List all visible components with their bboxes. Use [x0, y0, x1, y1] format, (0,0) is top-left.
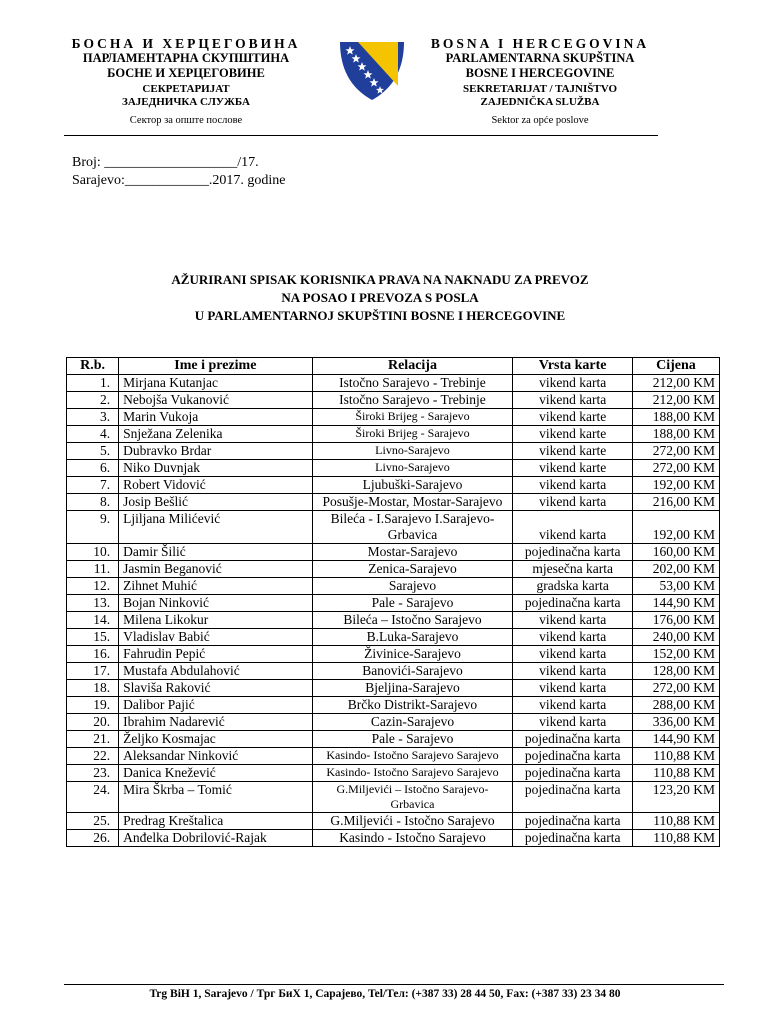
row-price: 272,00 KM: [632, 460, 719, 477]
table-row: [67, 765, 720, 782]
row-number: 11.: [67, 561, 119, 578]
row-number: 26.: [67, 830, 119, 847]
header-sector-lat: Sektor za opće poslove: [491, 115, 589, 126]
row-name: Milena Likokur: [119, 612, 312, 629]
row-ticket: vikend karta: [513, 511, 632, 544]
row-name: Damir Šilić: [119, 544, 312, 561]
row-price: 192,00 KM: [632, 477, 719, 494]
row-route: G.Miljevići - Istočno Sarajevo: [312, 813, 513, 830]
row-price: 272,00 KM: [632, 443, 719, 460]
header-cyrillic: [56, 36, 316, 128]
row-ticket: vikend karta: [513, 629, 632, 646]
header-country-lat: BOSNA I HERCEGOVINA: [430, 36, 650, 51]
row-number: 18.: [67, 680, 119, 697]
row-number: 24.: [67, 782, 119, 813]
row-number: 1.: [67, 375, 119, 392]
row-ticket: vikend karta: [513, 494, 632, 511]
row-name: Željko Kosmajac: [119, 731, 312, 748]
table-row: [67, 782, 720, 813]
row-number: 17.: [67, 663, 119, 680]
row-route: Kasindo- Istočno Sarajevo Sarajevo: [312, 748, 513, 765]
row-name: Josip Bešlić: [119, 494, 312, 511]
header-latin: [410, 36, 670, 128]
row-price: 216,00 KM: [632, 494, 719, 511]
header-secretariat-lat: SEKRETARIJAT / TAJNIŠTVO: [462, 83, 618, 95]
row-ticket: vikend karte: [513, 460, 632, 477]
col-header-name: Ime i prezime: [119, 358, 312, 375]
row-price: 188,00 KM: [632, 409, 719, 426]
row-route: Mostar-Sarajevo: [312, 544, 513, 561]
table-row: [67, 477, 720, 494]
row-route: G.Miljevići – Istočno Sarajevo-Grbavica: [312, 782, 513, 813]
col-header-no: R.b.: [67, 358, 119, 375]
table-row: [67, 830, 720, 847]
beneficiaries-table: [66, 357, 720, 847]
header-sector-cyr: Сектор за опште послове: [129, 115, 243, 126]
title-line-3: U PARLAMENTARNOJ SKUPŠTINI BOSNE I HERCEGOVINE: [194, 308, 566, 323]
table-row: [67, 409, 720, 426]
row-number: 6.: [67, 460, 119, 477]
row-price: 288,00 KM: [632, 697, 719, 714]
row-route: Bjeljina-Sarajevo: [312, 680, 513, 697]
table-row: [67, 443, 720, 460]
row-ticket: mjesečna karta: [513, 561, 632, 578]
col-header-price: Cijena: [632, 358, 719, 375]
table-body: [67, 375, 720, 847]
row-route: Istočno Sarajevo - Trebinje: [312, 392, 513, 409]
row-route: Sarajevo: [312, 578, 513, 595]
row-name: Ibrahim Nadarević: [119, 714, 312, 731]
table-row: [67, 813, 720, 830]
row-number: 3.: [67, 409, 119, 426]
row-ticket: vikend karta: [513, 646, 632, 663]
row-number: 21.: [67, 731, 119, 748]
row-name: Fahrudin Pepić: [119, 646, 312, 663]
row-route: Široki Brijeg - Sarajevo: [312, 426, 513, 443]
row-name: Dalibor Pajić: [119, 697, 312, 714]
row-price: 110,88 KM: [632, 813, 719, 830]
row-price: 188,00 KM: [632, 426, 719, 443]
table-row: [67, 629, 720, 646]
row-route: Istočno Sarajevo - Trebinje: [312, 375, 513, 392]
row-price: 202,00 KM: [632, 561, 719, 578]
row-number: 19.: [67, 697, 119, 714]
row-price: 110,88 KM: [632, 765, 719, 782]
table-row: [67, 426, 720, 443]
row-route: Kasindo- Istočno Sarajevo Sarajevo: [312, 765, 513, 782]
row-ticket: vikend karta: [513, 714, 632, 731]
row-price: 144,90 KM: [632, 595, 719, 612]
table-row: [67, 663, 720, 680]
row-number: 25.: [67, 813, 119, 830]
row-name: Dubravko Brdar: [119, 443, 312, 460]
row-route: Bileća – Istočno Sarajevo: [312, 612, 513, 629]
row-route: B.Luka-Sarajevo: [312, 629, 513, 646]
row-ticket: pojedinačna karta: [513, 595, 632, 612]
row-name: Robert Vidović: [119, 477, 312, 494]
table-row: [67, 612, 720, 629]
reference-number: Broj: ___________________/17.: [72, 155, 259, 170]
row-number: 13.: [67, 595, 119, 612]
header-parliament-cyr: ПАРЛАМЕНТАРНА СКУПШТИНА: [82, 51, 290, 65]
row-number: 20.: [67, 714, 119, 731]
row-ticket: pojedinačna karta: [513, 544, 632, 561]
table-row: [67, 544, 720, 561]
row-name: Mirjana Kutanjac: [119, 375, 312, 392]
row-number: 22.: [67, 748, 119, 765]
row-route: Posušje-Mostar, Mostar-Sarajevo: [312, 494, 513, 511]
row-ticket: vikend karta: [513, 663, 632, 680]
row-name: Bojan Ninković: [119, 595, 312, 612]
row-price: 110,88 KM: [632, 830, 719, 847]
row-name: Zihnet Muhić: [119, 578, 312, 595]
row-ticket: vikend karte: [513, 443, 632, 460]
row-number: 8.: [67, 494, 119, 511]
row-route: Brčko Distrikt-Sarajevo: [312, 697, 513, 714]
row-price: 160,00 KM: [632, 544, 719, 561]
row-route: Banovići-Sarajevo: [312, 663, 513, 680]
table-row: [67, 646, 720, 663]
table-row: [67, 494, 720, 511]
row-name: Slaviša Raković: [119, 680, 312, 697]
row-price: 272,00 KM: [632, 680, 719, 697]
row-ticket: vikend karte: [513, 426, 632, 443]
footer-address: Trg BiH 1, Sarajevo / Трг БиХ 1, Сарајево, Tel/Тел: (+387 33) 28 44 50, Fax: (+387 33) 23 34 80: [149, 988, 621, 1000]
row-price: 176,00 KM: [632, 612, 719, 629]
row-route: Živinice-Sarajevo: [312, 646, 513, 663]
row-route: Livno-Sarajevo: [312, 443, 513, 460]
table-row: [67, 595, 720, 612]
table-row: [67, 714, 720, 731]
row-name: Anđelka Dobrilović-Rajak: [119, 830, 312, 847]
row-price: 192,00 KM: [632, 511, 719, 544]
row-name: Marin Vukoja: [119, 409, 312, 426]
row-route: Livno-Sarajevo: [312, 460, 513, 477]
row-ticket: pojedinačna karta: [513, 782, 632, 813]
row-ticket: vikend karta: [513, 697, 632, 714]
row-ticket: vikend karte: [513, 409, 632, 426]
row-price: 152,00 KM: [632, 646, 719, 663]
header-divider: [64, 135, 658, 136]
table-row: [67, 392, 720, 409]
title-line-1: AŽURIRANI SPISAK KORISNIKA PRAVA NA NAKNADU ZA PREVOZ: [171, 272, 589, 287]
row-price: 110,88 KM: [632, 748, 719, 765]
row-ticket: vikend karta: [513, 375, 632, 392]
row-route: Kasindo - Istočno Sarajevo: [312, 830, 513, 847]
row-ticket: pojedinačna karta: [513, 830, 632, 847]
header-service-cyr: ЗАЈЕДНИЧКА СЛУЖБА: [122, 96, 250, 108]
row-number: 23.: [67, 765, 119, 782]
row-number: 10.: [67, 544, 119, 561]
row-route: Široki Brijeg - Sarajevo: [312, 409, 513, 426]
table-row: [67, 680, 720, 697]
header-service-lat: ZAJEDNIČKA SLUŽBA: [480, 96, 600, 108]
table-row: [67, 375, 720, 392]
row-ticket: pojedinačna karta: [513, 813, 632, 830]
row-route: Pale - Sarajevo: [312, 595, 513, 612]
row-ticket: pojedinačna karta: [513, 731, 632, 748]
row-name: Jasmin Beganović: [119, 561, 312, 578]
row-ticket: vikend karta: [513, 612, 632, 629]
header-secretariat-cyr: СЕКРЕТАРИЈАТ: [142, 83, 230, 95]
row-price: 128,00 KM: [632, 663, 719, 680]
table-row: [67, 561, 720, 578]
row-number: 16.: [67, 646, 119, 663]
table-row: [67, 731, 720, 748]
row-ticket: pojedinačna karta: [513, 765, 632, 782]
table-row: [67, 748, 720, 765]
row-number: 9.: [67, 511, 119, 544]
row-name: Ljiljana Milićević: [119, 511, 312, 544]
footer-divider: [64, 984, 724, 985]
table-row: [67, 697, 720, 714]
table-header-row: [67, 358, 720, 375]
row-price: 123,20 KM: [632, 782, 719, 813]
row-name: Predrag Kreštalica: [119, 813, 312, 830]
header-bih-cyr: БОСНЕ И ХЕРЦЕГОВИНЕ: [107, 66, 265, 80]
header-parliament-lat: PARLAMENTARNA SKUPŠTINA: [445, 51, 635, 65]
row-price: 144,90 KM: [632, 731, 719, 748]
header-bih-lat: BOSNE I HERCEGOVINE: [465, 66, 615, 80]
row-name: Mustafa Abdulahović: [119, 663, 312, 680]
title-line-2: NA POSAO I PREVOZA S POSLA: [281, 290, 479, 305]
row-number: 5.: [67, 443, 119, 460]
row-price: 212,00 KM: [632, 375, 719, 392]
row-route: Ljubuški-Sarajevo: [312, 477, 513, 494]
row-name: Niko Duvnjak: [119, 460, 312, 477]
table-row: [67, 578, 720, 595]
row-name: Danica Knežević: [119, 765, 312, 782]
row-name: Aleksandar Ninković: [119, 748, 312, 765]
row-name: Nebojša Vukanović: [119, 392, 312, 409]
row-number: 15.: [67, 629, 119, 646]
row-name: Mira Škrba – Tomić: [119, 782, 312, 813]
row-ticket: vikend karta: [513, 680, 632, 697]
row-route: Cazin-Sarajevo: [312, 714, 513, 731]
row-number: 14.: [67, 612, 119, 629]
row-route: Bileća - I.Sarajevo I.Sarajevo- Grbavica: [312, 511, 513, 544]
table-row: [67, 460, 720, 477]
row-number: 2.: [67, 392, 119, 409]
row-ticket: gradska karta: [513, 578, 632, 595]
row-ticket: vikend karta: [513, 477, 632, 494]
col-header-route: Relacija: [312, 358, 513, 375]
row-ticket: pojedinačna karta: [513, 748, 632, 765]
row-ticket: vikend karta: [513, 392, 632, 409]
row-number: 4.: [67, 426, 119, 443]
document-title: [60, 271, 700, 325]
col-header-ticket: Vrsta karte: [513, 358, 632, 375]
header-country-cyr: БОСНА И ХЕРЦЕГОВИНА: [71, 36, 301, 51]
coat-of-arms-icon: [336, 40, 408, 102]
row-number: 7.: [67, 477, 119, 494]
row-price: 336,00 KM: [632, 714, 719, 731]
reference-place-date: Sarajevo:____________.2017. godine: [72, 173, 286, 188]
row-price: 212,00 KM: [632, 392, 719, 409]
row-name: Snježana Zelenika: [119, 426, 312, 443]
row-name: Vladislav Babić: [119, 629, 312, 646]
row-route: Pale - Sarajevo: [312, 731, 513, 748]
row-route: Zenica-Sarajevo: [312, 561, 513, 578]
row-number: 12.: [67, 578, 119, 595]
row-price: 53,00 KM: [632, 578, 719, 595]
row-price: 240,00 KM: [632, 629, 719, 646]
table-row: [67, 511, 720, 544]
